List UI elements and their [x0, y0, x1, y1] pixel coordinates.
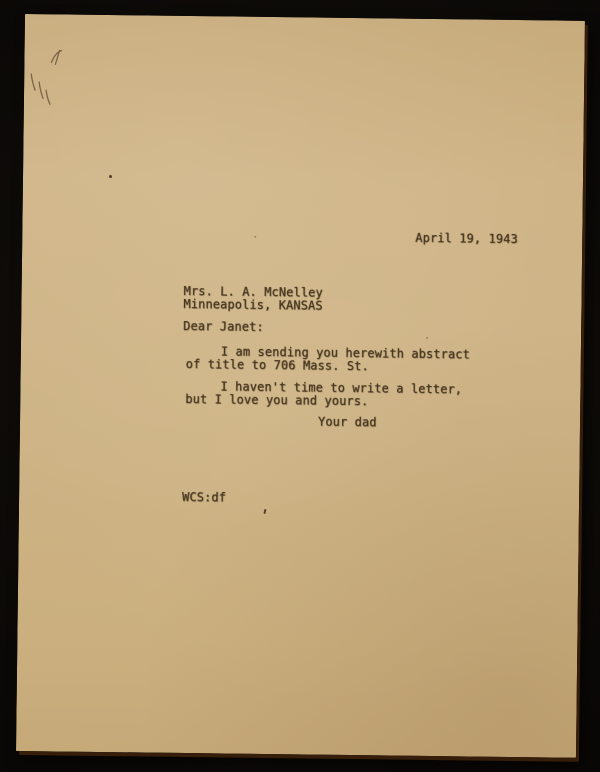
- paper-speck: [426, 337, 428, 339]
- stray-ink-mark: [263, 509, 266, 514]
- salutation: Dear Janet:: [183, 318, 264, 334]
- pencil-scribble-marks: [24, 44, 85, 115]
- recipient-name: Mrs. L. A. McNelley: [183, 283, 323, 300]
- letter-date: April 19, 1943: [415, 230, 518, 247]
- typist-initials: WCS:df: [182, 489, 227, 505]
- closing-signature: Your dad: [317, 414, 377, 430]
- body-paragraph2-line2: but I love you and yours.: [185, 391, 369, 409]
- recipient-city: Minneapolis, KANSAS: [183, 296, 323, 313]
- letter-paper: [16, 14, 585, 758]
- paper-speck: [254, 236, 256, 238]
- body-paragraph1-line1: I am sending you herewith abstract: [220, 344, 471, 362]
- paper-speck: [109, 175, 112, 178]
- body-paragraph1-line2: of title to 706 Mass. St.: [185, 356, 369, 374]
- body-paragraph2-line1: I haven't time to write a letter,: [220, 379, 463, 397]
